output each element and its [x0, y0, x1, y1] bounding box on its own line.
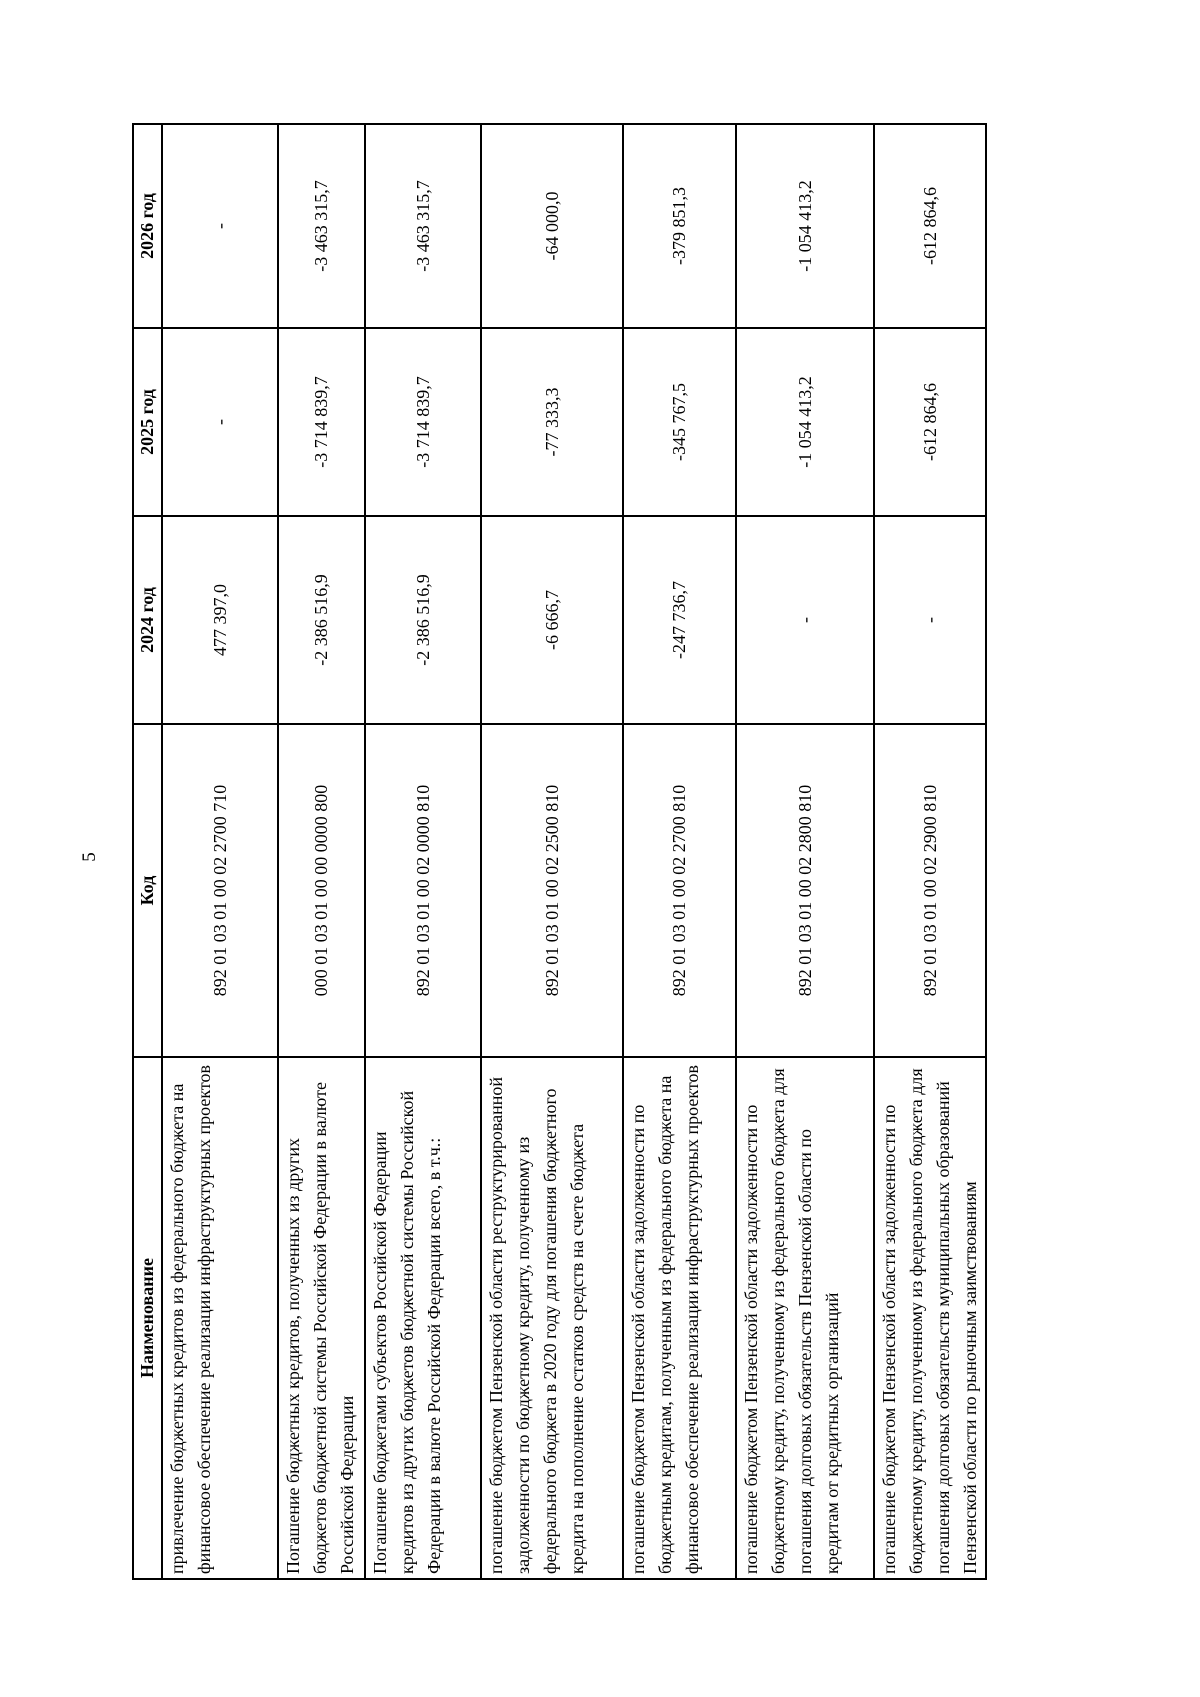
cell-2024: - — [874, 516, 986, 724]
cell-2026: -1 054 413,2 — [736, 124, 874, 328]
header-name: Наименование — [133, 1057, 162, 1579]
table-row — [365, 124, 481, 1579]
cell-2026: -3 463 315,7 — [278, 124, 365, 328]
cell-code: 892 01 03 01 00 02 2700 710 — [162, 724, 278, 1057]
cell-2025: -77 333,3 — [481, 328, 623, 516]
cell-2024: -247 736,7 — [623, 516, 736, 724]
page-number: 5 — [79, 852, 100, 862]
cell-code: 892 01 03 01 00 02 2700 810 — [623, 724, 736, 1057]
cell-code: 892 01 03 01 00 02 2900 810 — [874, 724, 986, 1057]
cell-name: Погашение бюджетных кредитов, полученных из других бюджетов бюджетной системы Российской Федерации в валюте Российской Федерации — [278, 1057, 365, 1579]
cell-name: Погашение бюджетами субъектов Российской Федерации кредитов из других бюджетов бюджетной системы Российской Федерации в валюте Российской Федерации всего, в т.ч.: — [365, 1057, 481, 1579]
budget-table — [132, 123, 987, 1580]
cell-code: 892 01 03 01 00 02 2800 810 — [736, 724, 874, 1057]
cell-name: погашение бюджетом Пензенской области задолженности по бюджетному кредиту, полученному из федерального бюджета для погашения долговых обязательств Пензенской области по кредитам от кредитных организаций — [736, 1057, 874, 1579]
cell-2024: -6 666,7 — [481, 516, 623, 724]
cell-name: привлечение бюджетных кредитов из федерального бюджета на финансовое обеспечение реализации инфраструктурных проектов — [162, 1057, 278, 1579]
table-row — [736, 124, 874, 1579]
cell-name: погашение бюджетом Пензенской области задолженности по бюджетному кредиту, полученному из федерального бюджета для погашения долговых обязательств муниципальных образований Пензенской области по рыночным заимствованиям — [874, 1057, 986, 1579]
cell-name: погашение бюджетом Пензенской области реструктурированной задолженности по бюджетному кредиту, полученному из федерального бюджета в 2020 году для погашения бюджетного кредита на пополнение остатков средств на счете бюджета — [481, 1057, 623, 1579]
cell-2024: - — [736, 516, 874, 724]
header-year-2025: 2025 год — [133, 328, 162, 516]
cell-2026: -3 463 315,7 — [365, 124, 481, 328]
cell-2026: -612 864,6 — [874, 124, 986, 328]
table-row — [162, 124, 278, 1579]
table-row — [874, 124, 986, 1579]
cell-2025: -3 714 839,7 — [278, 328, 365, 516]
table-row — [623, 124, 736, 1579]
cell-2024: -2 386 516,9 — [278, 516, 365, 724]
cell-code: 000 01 03 01 00 00 0000 800 — [278, 724, 365, 1057]
rotated-table-container — [132, 125, 980, 1580]
table-row — [278, 124, 365, 1579]
table-row — [481, 124, 623, 1579]
cell-name: погашение бюджетом Пензенской области задолженности по бюджетным кредитам, полученным из федерального бюджета на финансовое обеспечение реализации инфраструктурных проектов — [623, 1057, 736, 1579]
header-code: Код — [133, 724, 162, 1057]
cell-2026: - — [162, 124, 278, 328]
cell-2025: -3 714 839,7 — [365, 328, 481, 516]
cell-code: 892 01 03 01 00 02 0000 810 — [365, 724, 481, 1057]
cell-2025: - — [162, 328, 278, 516]
header-year-2024: 2024 год — [133, 516, 162, 724]
cell-2024: 477 397,0 — [162, 516, 278, 724]
cell-2025: -612 864,6 — [874, 328, 986, 516]
cell-2024: -2 386 516,9 — [365, 516, 481, 724]
cell-2025: -345 767,5 — [623, 328, 736, 516]
cell-2025: -1 054 413,2 — [736, 328, 874, 516]
cell-2026: -379 851,3 — [623, 124, 736, 328]
cell-code: 892 01 03 01 00 02 2500 810 — [481, 724, 623, 1057]
cell-2026: -64 000,0 — [481, 124, 623, 328]
header-year-2026: 2026 год — [133, 124, 162, 328]
table-header-row — [133, 124, 162, 1579]
